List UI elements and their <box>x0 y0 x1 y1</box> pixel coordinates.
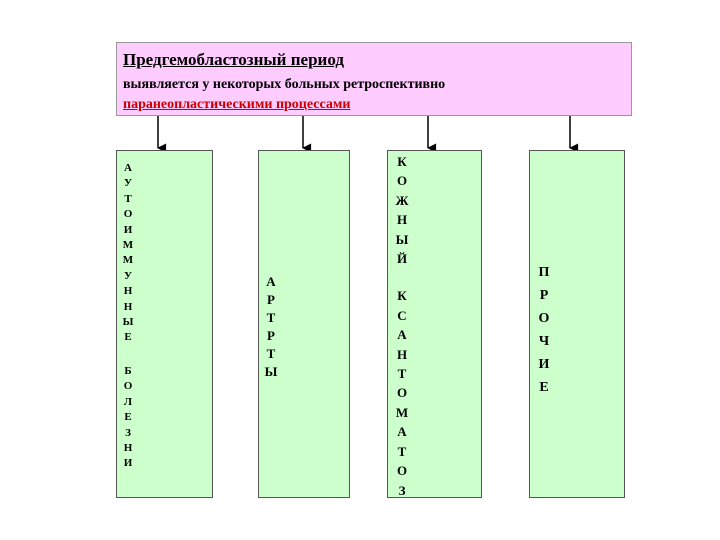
column-letter: И <box>538 357 550 372</box>
column-letter: О <box>396 385 408 401</box>
column-skin-label <box>394 152 410 500</box>
column-letter: О <box>538 311 550 326</box>
column-letter: О <box>396 173 408 189</box>
column-letter: С <box>397 307 407 323</box>
column-letter: З <box>125 426 131 439</box>
column-letter: И <box>123 457 133 470</box>
column-letter: А <box>124 162 132 174</box>
column-letter: М <box>122 254 134 267</box>
column-letter: З <box>398 482 406 498</box>
column-letter: Й <box>396 251 408 267</box>
column-letter: Н <box>396 346 408 362</box>
column-letter: Л <box>123 395 133 408</box>
column-letter: О <box>123 380 133 393</box>
header-title: Предгемобластозный период <box>123 50 344 69</box>
column-letter: Е <box>539 380 549 395</box>
column-letter: Н <box>123 285 133 298</box>
column-arthritis-label <box>263 273 279 381</box>
column-letter: Р <box>539 288 549 303</box>
column-letter: Т <box>266 346 276 361</box>
header-subtitle-highlight: паранеопластическими процессами <box>123 97 351 112</box>
column-letter: И <box>123 223 133 236</box>
column-letter: К <box>397 288 407 304</box>
column-letter: О <box>123 208 133 221</box>
column-letter: У <box>123 269 133 282</box>
word-gap <box>394 268 410 286</box>
column-letter: Т <box>266 310 276 325</box>
column-letter: Р <box>267 292 275 307</box>
column-letter: О <box>396 463 408 479</box>
column-letter: Ч <box>538 334 550 349</box>
column-arthritis <box>258 150 350 498</box>
column-other-label <box>536 261 552 399</box>
column-skin <box>387 150 482 498</box>
column-letter: А <box>266 274 276 289</box>
header-subtitle: выявляется у некоторых больных ретроспективно <box>123 77 446 92</box>
column-autoimmune-label <box>121 161 135 472</box>
column-letter: П <box>538 265 550 280</box>
column-letter: Т <box>397 366 407 382</box>
word-gap <box>121 346 135 364</box>
column-letter: М <box>122 239 134 252</box>
column-letter: К <box>397 154 407 169</box>
column-letter: Е <box>124 331 132 344</box>
column-letter: Н <box>123 441 133 454</box>
column-letter: Н <box>123 300 133 313</box>
column-letter: Ж <box>395 192 409 208</box>
column-letter: У <box>123 177 133 190</box>
column-autoimmune <box>116 150 213 498</box>
column-letter: Ы <box>122 316 134 329</box>
column-letter: Т <box>397 443 407 459</box>
column-letter: Ы <box>395 231 409 247</box>
column-letter: А <box>397 327 407 343</box>
column-letter: М <box>395 404 409 420</box>
column-letter: Н <box>396 212 408 228</box>
column-letter: Ы <box>264 364 278 379</box>
column-letter: Т <box>124 192 132 205</box>
column-other <box>529 150 625 498</box>
column-letter: Б <box>124 364 132 377</box>
column-letter: Е <box>124 411 132 424</box>
column-letter: Р <box>267 328 275 343</box>
column-letter: А <box>397 424 407 440</box>
